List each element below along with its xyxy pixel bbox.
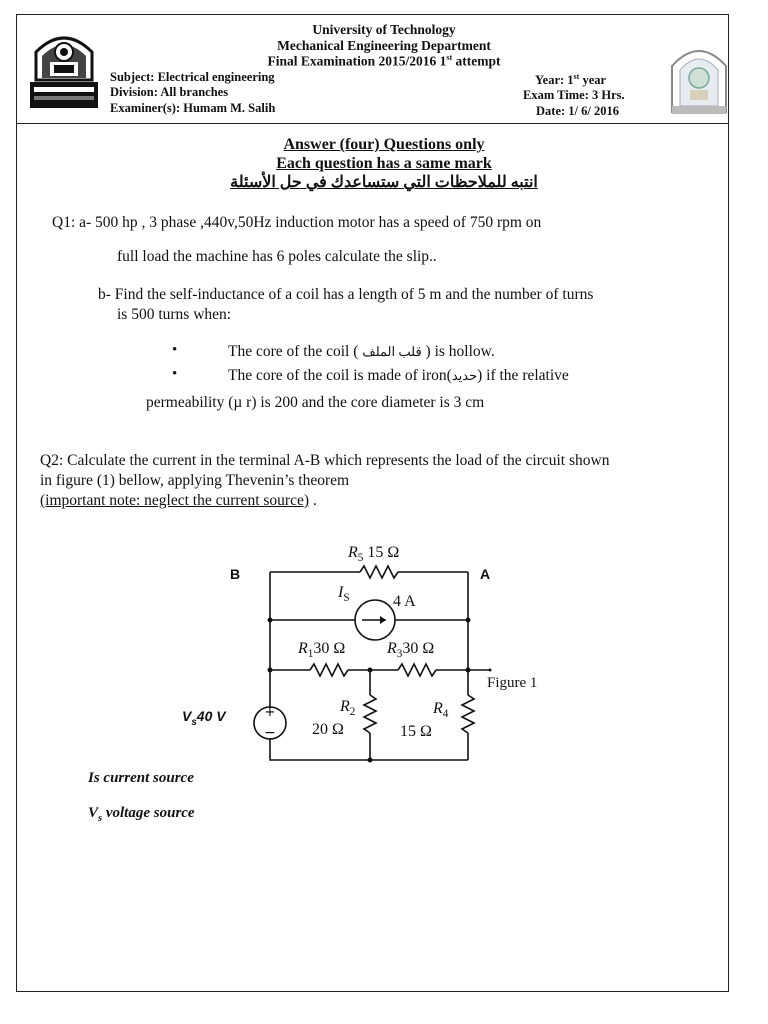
r3-sub: 3 [396,648,403,661]
year-sup: st [573,72,580,81]
exam-title-sup: st [446,53,453,62]
exam-title-end: attempt [452,53,501,69]
university-name: University of Technology [312,22,456,37]
bullet1-pre: The core of the coil ( [228,343,363,360]
r4-sub: 4 [442,708,449,721]
q1-bullet1 [228,343,495,361]
year-end: year [579,73,607,88]
figure-1-label: Figure 1 [487,675,538,691]
node-dot [268,668,273,673]
r4-symbol: R [433,700,443,717]
bullet2-pre: The core of the coil is made of iron( [228,367,452,384]
node-dot [489,669,492,672]
r5-sub: 5 [357,552,364,565]
circuit-figure [160,530,560,780]
instruction-arabic-note: انتبه للملاحظات التي ستساعدك في حل الأسئلة [230,174,538,191]
bullet2-arabic: حديد [451,368,478,383]
q2-note-text: (important note: neglect the current source) [40,492,309,509]
vs-plus: + [264,705,276,720]
r4-label [433,700,448,720]
r3-value: 30 Ω [402,640,435,657]
r1-value: 30 Ω [313,640,346,657]
r2-label [340,698,355,718]
bullet1-post: ) is hollow. [421,343,495,360]
q1-bullet2-line2: permeability (µ r) is 200 and the core diameter is 3 cm [146,394,485,411]
year-main: Year: 1 [535,73,574,88]
node-dot [368,668,373,673]
vs-minus: − [264,725,276,741]
r2-sub: 2 [349,706,356,719]
vs-symbol: V [182,708,192,724]
legend-vs-text: voltage source [102,805,195,821]
q2-note-end: . [309,492,317,509]
instruction-answer-four: Answer (four) Questions only [283,136,485,153]
q1-a-line2: full load the machine has 6 poles calculate the slip.. [117,248,437,265]
q2-line1: Q2: Calculate the current in the terminal A-B which represents the load of the circuit shown [40,452,610,469]
r3-symbol: R [387,640,397,657]
r2-symbol: R [340,698,350,715]
year-line [535,72,606,88]
r5-value: 15 Ω [363,544,400,561]
node-dot [268,618,273,623]
r4-value: 15 Ω [400,723,432,740]
q2-note [40,492,317,510]
legend-voltage-source [88,805,195,824]
legend-vs-symbol: V [88,805,99,821]
legend-current-source: Is current source [88,770,194,786]
q1-b-line2: is 500 turns when: [117,306,232,323]
r2-value: 20 Ω [312,721,344,738]
bullet-dot-1: • [172,342,178,358]
r1-symbol: R [298,640,308,657]
vs-sub: s [191,716,197,728]
exam-title [0,53,768,70]
header-divider [16,123,729,124]
exam-time-line: Exam Time: 3 Hrs. [523,88,625,102]
wire-bottom [270,738,468,760]
r1-label [298,640,345,660]
is-label [338,584,350,604]
bullet1-arabic: قلب الملف [362,344,422,359]
department-name: Mechanical Engineering Department [277,38,491,53]
r1-sub: 1 [307,648,314,661]
resistor-r5 [360,566,398,578]
r3-label [387,640,434,660]
r5-symbol: R [348,544,358,561]
vs-value: 40 V [196,708,226,724]
q1-bullet2 [228,367,569,385]
node-dot [466,668,471,673]
node-b-label: B [230,566,241,582]
is-value: 4 A [393,593,416,610]
resistor-r3 [398,664,436,676]
resistor-r2 [364,695,376,733]
instruction-same-mark: Each question has a same mark [276,155,492,172]
examiner-line: Examiner(s): Humam M. Salih [110,101,276,115]
subject-line: Subject: Electrical engineering [110,70,275,84]
q1-b-line1: b- Find the self-inductance of a coil has a length of 5 m and the number of turns [98,286,594,303]
resistor-r4 [462,695,474,733]
current-arrowhead-icon [380,616,386,624]
division-line: Division: All branches [110,85,229,99]
resistor-r1 [310,664,348,676]
node-dot [368,758,373,763]
q1-a-line1: Q1: a- 500 hp , 3 phase ,440v,50Hz induction motor has a speed of 750 rpm on [52,214,542,231]
legend-vs-sub: s [98,813,103,824]
bullet-dot-2: • [172,366,178,382]
is-symbol: I [338,584,344,601]
node-dot [466,618,471,623]
node-a-label: A [480,566,491,582]
date-line: Date: 1/ 6/ 2016 [536,104,619,118]
is-sub: S [343,592,350,605]
bullet2-post: ) if the relative [477,367,569,384]
r5-label [348,544,399,564]
exam-title-main: Final Examination 2015/2016 1 [267,53,447,69]
q2-line2: in figure (1) bellow, applying Thevenin’s theorem [40,472,350,489]
vs-label [182,708,226,728]
